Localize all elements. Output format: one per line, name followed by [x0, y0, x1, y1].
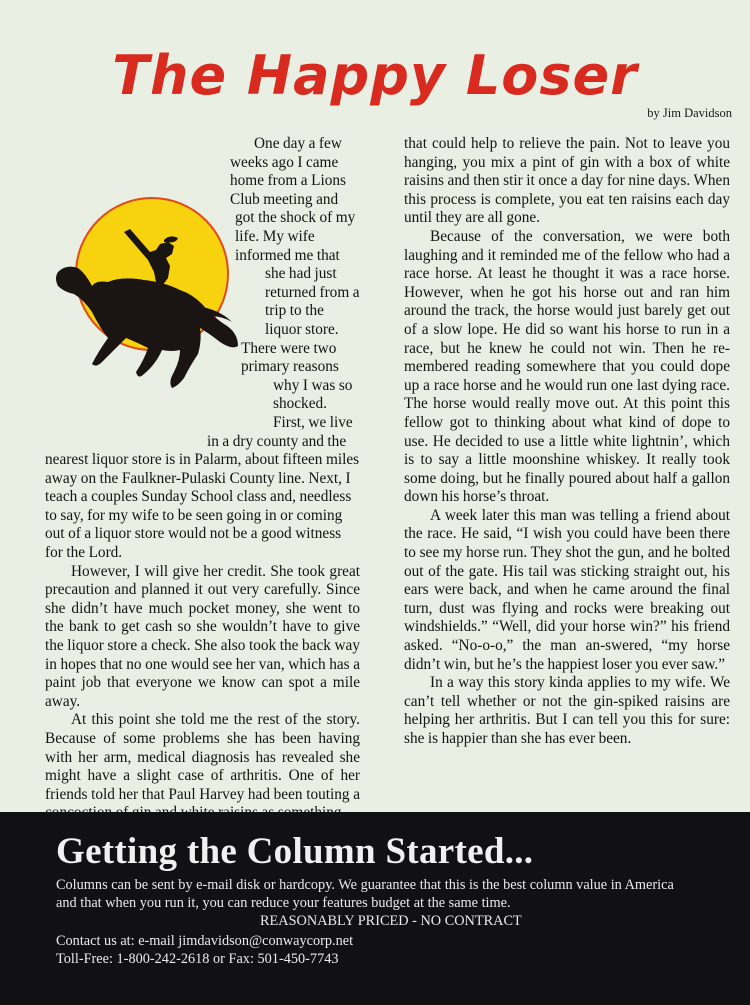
article-column-right: [404, 135, 730, 749]
article-intro-line: One day a few weeks ago I came home from a: [230, 135, 342, 190]
footer-contact-phone: Toll-Free: 1-800-242-2618 or Fax: 501-450-7743: [56, 951, 339, 967]
article-intro-line: shock of my life.: [235, 209, 356, 245]
footer-contact-email[interactable]: Contact us at: e-mail jimdavidson@conwaycorp.net: [56, 933, 354, 949]
footer-banner: [0, 812, 750, 1005]
article-intro-line: to the liquor store.: [265, 302, 339, 338]
article-intro-line: me that she had just: [265, 246, 340, 283]
article-paragraph: Because of the conversation, we were both laughing and it reminded me of the fellow who had a race horse. At least he thought it was a race horse. However, when he got his horse out and ran him around the track, the horse would just barely get out of a slow lope. He did so want his horse to run in a race, but he knew he could not win. Then he re-membered reading somewhere that you could dope up a race horse and he would run one last dying race. The horse would really move out. At this point this fellow got to thinking about what kind of dope to use. He decided to use a little white lightnin’, which is to say a little moonshine whiskey. It really took some doing, but he finally poured about half a gallon down his horse’s throat.: [404, 227, 730, 506]
footer-text: Columns can be sent by e-mail disk or hardcopy. We guarantee that this is the best column value in America: [56, 877, 674, 893]
article-intro-line: we live in a dry: [207, 413, 353, 450]
article-paragraph: that could help to relieve the pain. Not to leave you hanging, you mix a pint of gin with a box of white raisins and then stir it once a day for nine days. When this process is complete, you eat ten raisins each day until they are all gone.: [404, 135, 730, 227]
article-intro-line: two primary: [241, 339, 337, 376]
article-paragraph: At this point she told me the rest of the story. Because of some problems she has been having with her arm, medical diagnosis has revealed she might have a slight case of arthritis. One of her friends told her that Paul Harvey had been touting a: [45, 711, 360, 803]
article-paragraph: In a way this story kinda applies to my wife. We can’t tell whether or not the gin-spiked raisins are helping her arthritis. But I can tell you this for sure: she is happier than she has ever been.: [404, 674, 730, 747]
article-paragraph: However, I will give her credit. She took great precaution and planned it out very carefully. Since she didn’t have much pocket money, she went to the bank to get cash so she wouldn’t have to give the liquor store a check. She also took the back way in hopes that no one would see her van, which has a paint job that everyone we know can spot a mile away.: [45, 562, 360, 710]
article-intro-line: returned from a trip: [265, 283, 360, 320]
article-intro-line: county and the: [256, 432, 347, 450]
byline: by Jim Davidson: [647, 106, 732, 120]
article-intro-line: nearest liquor: [45, 451, 132, 469]
article-intro-line: There were: [241, 339, 314, 357]
article-paragraph: A week later this man was telling a friend about the race. He said, “I wish you could have been there to see my horse run. They shot the gun, and he bolted out of the gate. His tail was sticking straight out, his ears were back, and when he came around the final turn, dust was flying and rocks were breaking out windshields.” “Well, did your horse win?” his friend asked. “No-o-o,” the man an-swered, “my horse didn’t win, but he’s the happiest loser you ever saw.”: [404, 506, 730, 673]
article-paragraph: miles away on the Faulkner-Pulaski County line. Next, I teach a couples Sunday School class and, needless to say, for my wife to be seen going in or coming out of a liquor store would not be a good witness for the Lord.: [45, 451, 360, 562]
article-intro-line: My wife informed: [235, 227, 315, 264]
article-title: The Happy Loser: [112, 44, 638, 107]
footer-text: and that when you run it, you can reduce your features budget at the same time.: [56, 895, 511, 911]
article-intro-line: store is in: [131, 451, 195, 469]
article-intro-line: Lions Club meeting and got the: [230, 172, 346, 227]
footer-heading: Getting the Column Started...: [56, 831, 534, 872]
article-intro-line: reasons why I was: [273, 358, 339, 394]
article-intro-line: Palarm, about fifteen: [194, 451, 326, 469]
article-intro-line: so shocked. First,: [273, 376, 353, 431]
article-column-left: [45, 135, 360, 823]
footer-pricing: REASONABLY PRICED - NO CONTRACT: [260, 913, 522, 929]
